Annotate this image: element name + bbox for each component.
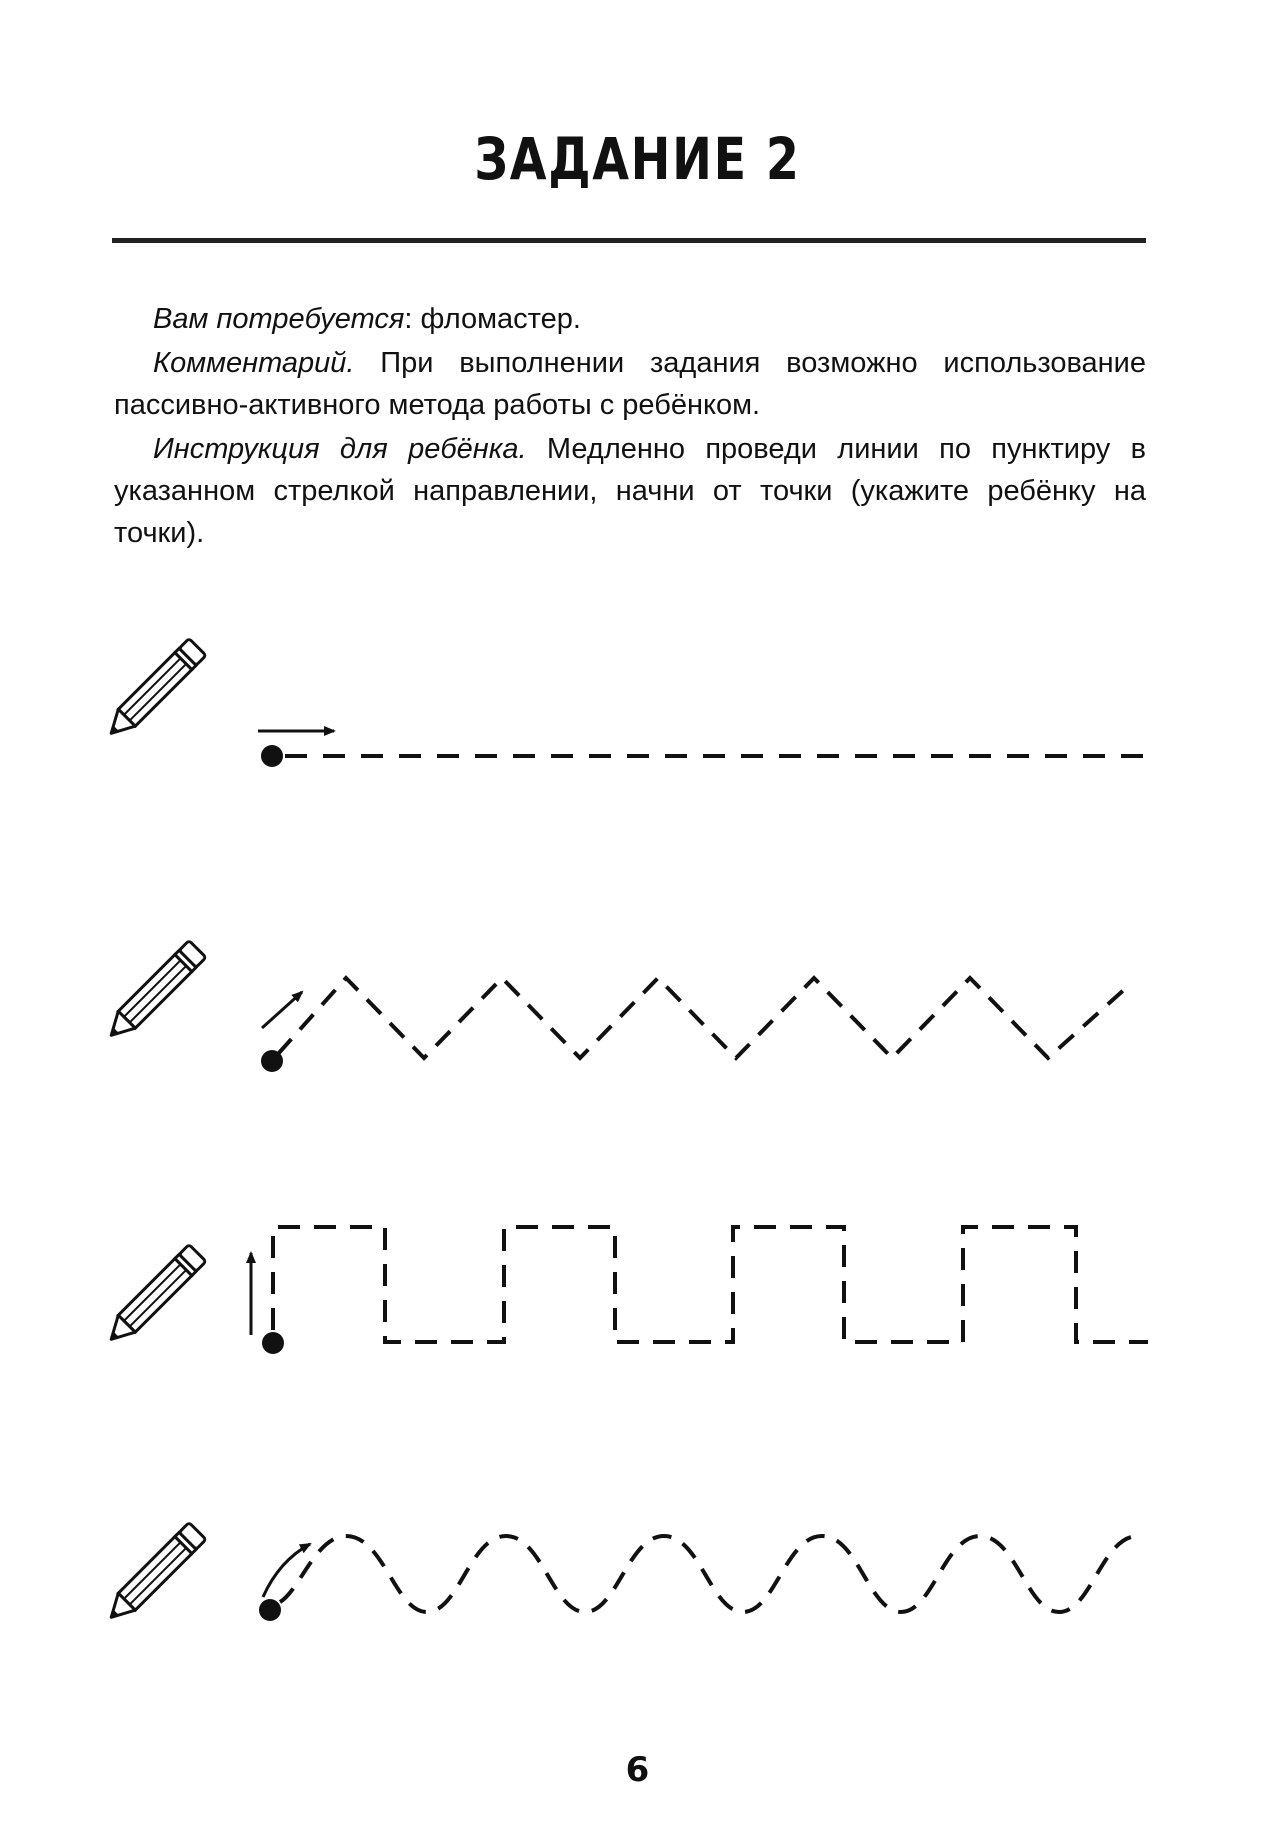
start-dot [261, 745, 283, 767]
dashed-square-wave-path [273, 1227, 1148, 1342]
dashed-wave-path [280, 1536, 1138, 1612]
page-title: ЗАДАНИЕ 2 [474, 125, 801, 193]
start-dot [259, 1599, 281, 1621]
dashed-zigzag-path [278, 978, 1126, 1058]
pencil-icon [103, 941, 206, 1044]
pencil-icon [103, 639, 206, 742]
child-instruction-text: Медленно проведи линии по пунктиру в указанном стрелкой направлении, начни от точки (укажите ребёнку на точки). [114, 433, 1147, 549]
start-dot [262, 1332, 284, 1354]
page-number: 6 [625, 1750, 650, 1790]
direction-arrow [262, 992, 302, 1028]
pencil-icon [103, 1245, 206, 1348]
exercise-wavy-line [103, 1523, 1138, 1626]
needed-label: Вам потребуется [153, 303, 405, 335]
exercise-straight-line [103, 639, 1148, 767]
child-instruction-label: Инструкция для ребёнка. [153, 433, 527, 465]
comment-text: При выполнении задания возможно использование пассивно-активного метода работы с ребёнком. [114, 347, 1146, 421]
exercise-zigzag-line [103, 941, 1126, 1072]
comment-label: Комментарий. [153, 347, 355, 379]
needed-text: фломастер. [412, 303, 581, 335]
pencil-icon [103, 1523, 206, 1626]
exercise-square-wave-line [103, 1227, 1148, 1354]
needed-sep: : [404, 303, 413, 335]
